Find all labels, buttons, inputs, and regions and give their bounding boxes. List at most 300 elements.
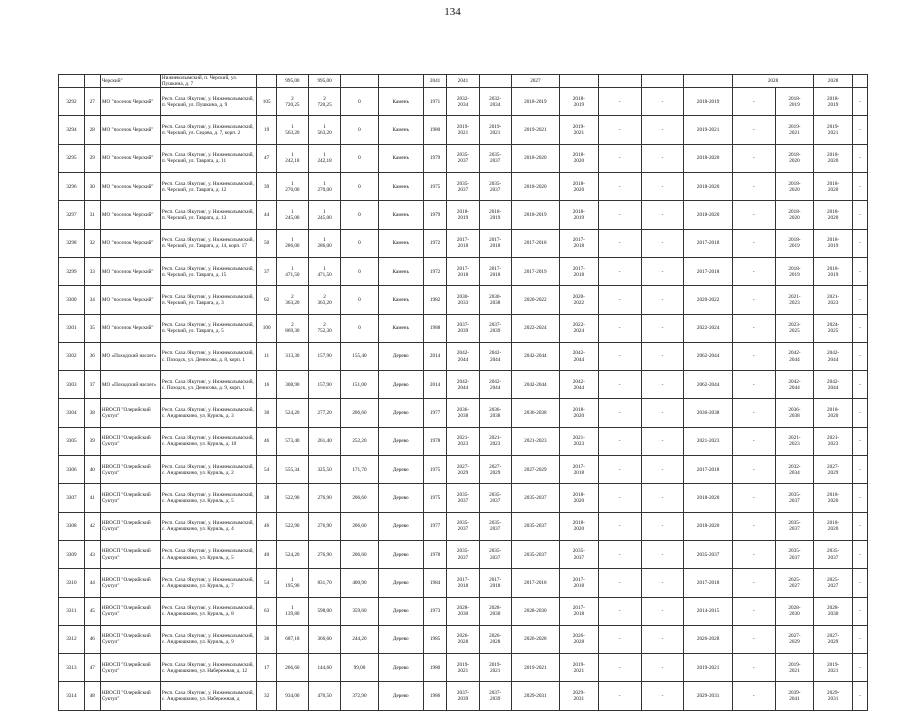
table-cell: 2036- 2038 <box>479 399 511 427</box>
table-cell: 45 <box>84 597 100 625</box>
table-cell: 36 <box>257 625 276 653</box>
table-cell: Респ. Саха /Якутия/, у. Нижнеколымский, с. Походск, ул. Денисова, д. 9, корп. 1 <box>160 371 257 399</box>
table-cell: Респ. Саха /Якутия/, у. Нижнеколымский, с. Андрюшкино, ул. Куриль, д. 7 <box>160 569 257 597</box>
table-cell: 47 <box>257 144 276 172</box>
table-cell: 2035- 2037 <box>447 540 479 568</box>
table-cell: 157,90 <box>308 371 340 399</box>
table-cell: 3309 <box>59 540 85 568</box>
table-cell: 2017- 2018 <box>447 569 479 597</box>
table-cell: Респ. Саха /Якутия/, у. Нижнеколымский, с. Андрюшкино, ул. Куриль, д. 5 <box>160 484 257 512</box>
table-cell: - <box>732 682 775 710</box>
table-cell: 2035- 2037 <box>447 173 479 201</box>
table-cell: МО "поселок Черский" <box>100 88 160 116</box>
table-cell: 3298 <box>59 229 85 257</box>
table-cell: 39 <box>257 173 276 201</box>
table-cell: Респ. Саха /Якутия/, у. Нижнеколымский, с. Андрюшкино, ул. Набережная, д. 12 <box>160 654 257 682</box>
table-cell: 171,70 <box>341 456 379 484</box>
table-cell: 2042-2044 <box>511 371 559 399</box>
table-cell: 1975 <box>423 456 447 484</box>
table-cell: 17 <box>257 654 276 682</box>
table-cell: МО "поселок Черский" <box>100 257 160 285</box>
table-cell: 32 <box>257 682 276 710</box>
table-row <box>59 456 868 484</box>
table-cell: 522,90 <box>276 512 308 540</box>
table-cell <box>560 75 599 88</box>
table-cell: - <box>732 625 775 653</box>
table-cell: 2042- 2044 <box>479 371 511 399</box>
table-cell: - <box>641 427 684 455</box>
table-cell: 3294 <box>59 116 85 144</box>
table-row <box>59 116 868 144</box>
table-cell: 2018- 2019 <box>814 257 853 285</box>
table-cell: 2018- 2019 <box>479 201 511 229</box>
table-cell: 2042- 2044 <box>479 342 511 370</box>
table-cell: 2017-2018 <box>511 229 559 257</box>
table-cell: 46 <box>257 427 276 455</box>
table-cell: 54 <box>257 456 276 484</box>
table-cell: 206,60 <box>341 484 379 512</box>
table-cell: Респ. Саха /Якутия/, у. Нижнеколымский, с. Андрюшкино, ул. Куриль, д. 8 <box>160 597 257 625</box>
table-cell: 2 720,25 <box>276 88 308 116</box>
table-cell: 2019-2021 <box>511 654 559 682</box>
table-cell <box>684 75 732 88</box>
table-cell: 3303 <box>59 371 85 399</box>
table-cell: - <box>732 173 775 201</box>
table-cell: 44 <box>84 569 100 597</box>
table-cell: 3297 <box>59 201 85 229</box>
table-cell: 276,90 <box>308 512 340 540</box>
table-cell: 38 <box>257 484 276 512</box>
table-cell: 2026-2028 <box>511 625 559 653</box>
table-cell: Респ. Саха /Якутия/, у. Нижнеколымский, п. Черский, ул. Таврата, д. 5 <box>160 314 257 342</box>
table-cell: 2035- 2037 <box>814 540 853 568</box>
table-cell: 2035- 2037 <box>479 484 511 512</box>
table-cell: 366,60 <box>308 625 340 653</box>
table-cell: 3307 <box>59 484 85 512</box>
table-cell: 0 <box>341 173 379 201</box>
table-cell: 2035- 2037 <box>775 540 814 568</box>
table-cell: 1972 <box>423 229 447 257</box>
table-cell: 2 869,30 <box>276 314 308 342</box>
table-cell: 2017- 2018 <box>479 257 511 285</box>
table-cell: 1979 <box>423 201 447 229</box>
table-cell: 2030- 2038 <box>479 286 511 314</box>
table-cell: 0 <box>341 88 379 116</box>
table-cell: - <box>641 597 684 625</box>
table-cell: 2018- 2019 <box>814 229 853 257</box>
table-cell: - <box>598 371 641 399</box>
table-cell: 2021- 2023 <box>775 427 814 455</box>
table-cell: 2017- 2018 <box>447 229 479 257</box>
table-cell: 1973 <box>423 597 447 625</box>
table-cell: Камень <box>378 173 423 201</box>
table-row <box>59 654 868 682</box>
table-cell: 2 752,30 <box>308 314 340 342</box>
table-cell: - <box>598 314 641 342</box>
table-cell: 30 <box>84 173 100 201</box>
table-cell: 2019- 2021 <box>560 116 599 144</box>
table-cell: 2018-2019 <box>511 201 559 229</box>
table-cell: 35 <box>84 314 100 342</box>
table-cell: Черский" <box>100 75 160 88</box>
table-cell: 1978 <box>423 540 447 568</box>
table-cell: 2036-2038 <box>684 399 732 427</box>
table-cell: 2018- 2020 <box>775 201 814 229</box>
table-cell: Респ. Саха /Якутия/, у. Нижнеколымский, п. Черский, ул. Таврата, д. 15 <box>160 257 257 285</box>
table-cell: НВОСП "Олерийский Суктул" <box>100 625 160 653</box>
table-cell: 37 <box>257 257 276 285</box>
table-cell: 2018-2020 <box>511 173 559 201</box>
table-row <box>59 173 868 201</box>
table-cell: 0 <box>341 314 379 342</box>
table-cell: 11 <box>257 342 276 370</box>
table-cell <box>598 75 641 88</box>
table-cell: Дерево <box>378 399 423 427</box>
table-cell: 2023- 2025 <box>775 314 814 342</box>
table-cell: 2018-2020 <box>684 484 732 512</box>
table-cell: 573,40 <box>276 427 308 455</box>
table-cell: Респ. Саха /Якутия/, у. Нижнеколымский, п. Черский, ул. Седова, д. 7, корп. 2 <box>160 116 257 144</box>
table-cell: - <box>852 144 867 172</box>
table-cell: - <box>641 654 684 682</box>
table-cell: Респ. Саха /Якутия/, у. Нижнеколымский, п. Черский, ул. Таврата, д. 11 <box>160 144 257 172</box>
table-cell: 2021-2023 <box>684 427 732 455</box>
table-cell: 206,60 <box>341 540 379 568</box>
table-cell: 2018- 2020 <box>814 512 853 540</box>
table-cell: 1986 <box>423 682 447 710</box>
table-cell: 2035- 2037 <box>479 173 511 201</box>
table-cell: Дерево <box>378 540 423 568</box>
table-cell: - <box>852 597 867 625</box>
table-cell: 2017- 2018 <box>560 229 599 257</box>
table-cell: 2020-2022 <box>684 286 732 314</box>
table-cell: - <box>641 201 684 229</box>
table-cell: - <box>598 88 641 116</box>
table-cell: 3310 <box>59 569 85 597</box>
table-cell: - <box>598 682 641 710</box>
table-cell: 308,90 <box>276 371 308 399</box>
table-cell: Респ. Саха /Якутия/, у. Нижнеколымский, с. Андрюшкино, ул. Куриль, д. 10 <box>160 427 257 455</box>
table-cell: 2062-2044 <box>684 371 732 399</box>
table-cell: 3306 <box>59 456 85 484</box>
table-cell: - <box>598 286 641 314</box>
table-cell: 2021- 2023 <box>775 286 814 314</box>
table-cell: МО "поселок Черский" <box>100 173 160 201</box>
table-cell: 3296 <box>59 173 85 201</box>
table-cell: 3304 <box>59 399 85 427</box>
table-cell: МО "поселок Черский" <box>100 116 160 144</box>
table-cell: 2021- 2023 <box>479 427 511 455</box>
table-cell: 598,00 <box>308 597 340 625</box>
table-cell: - <box>732 569 775 597</box>
table-cell <box>852 75 867 88</box>
table-cell: 1980 <box>423 654 447 682</box>
table-cell: Респ. Саха /Якутия/, у. Нижнеколымский, п. Черский, ул. Таврата, д. 3 <box>160 286 257 314</box>
table-cell: 2018- 2020 <box>814 484 853 512</box>
table-cell: 2042- 2044 <box>814 371 853 399</box>
table-cell: 1971 <box>423 88 447 116</box>
table-cell: 555,34 <box>276 456 308 484</box>
table-cell: 50 <box>257 229 276 257</box>
table-cell: 3308 <box>59 512 85 540</box>
table-cell: - <box>641 371 684 399</box>
table-cell: 2026- 2028 <box>560 625 599 653</box>
table-cell: 831,70 <box>308 569 340 597</box>
table-cell: 995,00 <box>308 75 340 88</box>
table-cell: 1 242,18 <box>308 144 340 172</box>
table-cell: - <box>852 399 867 427</box>
table-cell: 2042- 2044 <box>814 342 853 370</box>
table-cell: 3312 <box>59 625 85 653</box>
table-cell: Камень <box>378 116 423 144</box>
table-cell: Дерево <box>378 427 423 455</box>
table-cell: 359,60 <box>341 597 379 625</box>
table-cell: - <box>852 286 867 314</box>
table-cell: 2017-2018 <box>511 569 559 597</box>
table-cell: МО "поселок Черский" <box>100 144 160 172</box>
table-cell: - <box>852 342 867 370</box>
table-cell: - <box>598 229 641 257</box>
table-cell: Респ. Саха /Якутия/, у. Нижнеколымский, п. Черский, ул. Таврата, д. 12 <box>160 173 257 201</box>
table-cell: 3300 <box>59 286 85 314</box>
table-cell: 2028- 2030 <box>775 597 814 625</box>
table-cell: 2027- 2029 <box>447 456 479 484</box>
table-cell: 2018- 2020 <box>560 484 599 512</box>
table-cell: - <box>641 342 684 370</box>
table-cell: НВОСП "Олерийский Суктул" <box>100 512 160 540</box>
table-cell: - <box>641 484 684 512</box>
table-cell: 2028- 2030 <box>447 597 479 625</box>
table-cell: 2037- 2039 <box>479 682 511 710</box>
table-cell: 2032- 2034 <box>775 456 814 484</box>
table-cell: 2018-2020 <box>684 173 732 201</box>
table-cell: НВОСП "Олерийский Суктул" <box>100 456 160 484</box>
table-cell: 2035- 2037 <box>479 540 511 568</box>
table-cell: 155,40 <box>341 342 379 370</box>
table-cell: 2019- 2021 <box>814 116 853 144</box>
table-cell: 2019-2021 <box>684 654 732 682</box>
table-cell: 2020-2022 <box>511 286 559 314</box>
table-cell: 2017- 2018 <box>560 257 599 285</box>
table-cell: 2026- 2028 <box>447 625 479 653</box>
table-cell: - <box>598 427 641 455</box>
table-cell: - <box>641 144 684 172</box>
table-cell: - <box>641 569 684 597</box>
table-cell: - <box>852 201 867 229</box>
table-cell: - <box>732 88 775 116</box>
table-cell: 2017- 2018 <box>560 456 599 484</box>
table-cell: 995,00 <box>276 75 308 88</box>
table-cell: 2035- 2037 <box>479 144 511 172</box>
table-cell: 2017- 2018 <box>560 597 599 625</box>
table-cell: - <box>852 484 867 512</box>
table-cell: - <box>732 144 775 172</box>
table-cell: 1978 <box>423 427 447 455</box>
table-cell: 151,00 <box>341 371 379 399</box>
table-cell: Дерево <box>378 512 423 540</box>
table-cell: - <box>598 625 641 653</box>
table-cell: Камень <box>378 88 423 116</box>
table-cell: 1975 <box>423 173 447 201</box>
table-cell: 2019- 2021 <box>775 654 814 682</box>
table-cell: 2018- 2020 <box>560 173 599 201</box>
table-cell: 2019- 2021 <box>560 654 599 682</box>
table-cell: 524,20 <box>276 540 308 568</box>
table-cell: 2018- 2020 <box>814 173 853 201</box>
table-cell: 63 <box>257 597 276 625</box>
table-cell: 2027- 2029 <box>814 625 853 653</box>
table-cell: 2029-2031 <box>511 682 559 710</box>
table-cell: 2035- 2037 <box>775 484 814 512</box>
table-cell: Респ. Саха /Якутия/, у. Нижнеколымский, с. Андрюшкино, ул. Куриль, д. 3 <box>160 399 257 427</box>
table-cell: 2019- 2021 <box>447 116 479 144</box>
table-cell: 40 <box>257 540 276 568</box>
table-row <box>59 625 868 653</box>
table-cell: 2 363,20 <box>276 286 308 314</box>
table-cell: 2024- 2025 <box>814 314 853 342</box>
table-cell: 2018-2020 <box>684 512 732 540</box>
table-cell: - <box>598 144 641 172</box>
table-cell: МО "поселок Черский" <box>100 286 160 314</box>
table-cell: 2035- 2037 <box>447 512 479 540</box>
table-cell: 2014 <box>423 342 447 370</box>
table-cell: 44 <box>257 201 276 229</box>
table-cell: - <box>732 456 775 484</box>
table-cell: Нижнеколымский, п. Черский, ул. Пушкина, д. 7 <box>160 75 257 88</box>
table-cell: 266,60 <box>276 654 308 682</box>
table-cell: 1982 <box>423 286 447 314</box>
table-cell: - <box>732 314 775 342</box>
table-cell: 2022-2024 <box>511 314 559 342</box>
table-cell: 2037- 2039 <box>447 682 479 710</box>
table-cell: 2022-2024 <box>684 314 732 342</box>
table-cell: 0 <box>341 286 379 314</box>
table-cell: 2018-2020 <box>511 144 559 172</box>
table-cell: 0 <box>341 201 379 229</box>
table-cell: - <box>732 116 775 144</box>
table-cell: Респ. Саха /Якутия/, у. Нижнеколымский, с. Андрюшкино, ул. Набережная, д <box>160 682 257 710</box>
table-cell: 1 139,80 <box>276 597 308 625</box>
table-cell: 2018- 2020 <box>775 173 814 201</box>
table-cell: 2018- 2019 <box>560 201 599 229</box>
table-cell: - <box>852 427 867 455</box>
table-cell: НВОСП "Олерийский Суктул" <box>100 484 160 512</box>
table-cell: Дерево <box>378 342 423 370</box>
table-row <box>59 257 868 285</box>
table-row-continuation <box>59 75 868 88</box>
table-cell: 29 <box>84 144 100 172</box>
table-cell: 2035- 2037 <box>447 484 479 512</box>
table-cell: - <box>598 512 641 540</box>
table-cell: - <box>732 286 775 314</box>
table-cell: МО «Походский наслег» <box>100 342 160 370</box>
table-cell: 2029- 2031 <box>814 682 853 710</box>
table-cell: 2036-2038 <box>511 399 559 427</box>
table-cell: 3314 <box>59 682 85 710</box>
table-cell: 687,18 <box>276 625 308 653</box>
table-row <box>59 597 868 625</box>
table-cell: - <box>641 286 684 314</box>
table-cell: 2018-2020 <box>684 201 732 229</box>
table-cell: 2018- 2019 <box>560 88 599 116</box>
table-cell <box>84 75 100 88</box>
table-cell <box>341 75 379 88</box>
table-cell: Респ. Саха /Якутия/, у. Нижнеколымский, п. Черский, ул. Таврата, д. 14, корп. 17 <box>160 229 257 257</box>
table-cell: 2035-2037 <box>511 484 559 512</box>
table-cell: 2018-2019 <box>684 88 732 116</box>
table-cell <box>641 75 684 88</box>
table-row <box>59 371 868 399</box>
table-row <box>59 569 868 597</box>
table-cell: 2017-2018 <box>684 229 732 257</box>
table-cell: 3299 <box>59 257 85 285</box>
table-cell: 2018-2020 <box>684 144 732 172</box>
table-cell: 1977 <box>423 399 447 427</box>
table-cell: 2020- 2022 <box>560 286 599 314</box>
table-cell: 19 <box>257 116 276 144</box>
table-cell: 1 563,20 <box>276 116 308 144</box>
table-cell: Респ. Саха /Якутия/, у. Нижнеколымский, с. Андрюшкино, ул. Куриль, д. 2 <box>160 456 257 484</box>
table-cell: 1985 <box>423 625 447 653</box>
table-cell: 62 <box>257 286 276 314</box>
table-cell: 2028-2030 <box>511 597 559 625</box>
table-cell: 2017- 2018 <box>447 257 479 285</box>
table-cell: 1 471,50 <box>276 257 308 285</box>
table-cell: 2042- 2044 <box>447 371 479 399</box>
table-cell: 2019- 2021 <box>479 654 511 682</box>
table-cell: 0 <box>341 229 379 257</box>
table-cell: 2039- 2041 <box>775 682 814 710</box>
table-cell: - <box>852 314 867 342</box>
table-cell: 1 242,18 <box>276 144 308 172</box>
table-cell: - <box>641 540 684 568</box>
table-cell: 522,90 <box>276 484 308 512</box>
table-cell: НВОСП "Олерийский Суктул" <box>100 427 160 455</box>
table-cell: 46 <box>84 625 100 653</box>
table-cell: - <box>732 512 775 540</box>
table-row <box>59 144 868 172</box>
table-cell: 2025- 2027 <box>814 569 853 597</box>
table-cell: Камень <box>378 229 423 257</box>
table-cell: 2018- 2019 <box>775 229 814 257</box>
page-number: 134 <box>444 6 461 18</box>
table-cell: 2035- 2037 <box>479 512 511 540</box>
table-cell: - <box>732 540 775 568</box>
table-cell: 1 245,00 <box>308 201 340 229</box>
table-cell: 3305 <box>59 427 85 455</box>
table-cell: - <box>598 342 641 370</box>
table-cell: 1 270,00 <box>308 173 340 201</box>
table-cell: 43 <box>84 540 100 568</box>
table-cell: - <box>641 399 684 427</box>
table-cell: МО "поселок Черский" <box>100 229 160 257</box>
table-cell: 28 <box>84 116 100 144</box>
table-cell: 2017-2019 <box>511 257 559 285</box>
table-row <box>59 229 868 257</box>
table-cell: 2019- 2021 <box>447 654 479 682</box>
table-cell: 277,20 <box>308 399 340 427</box>
table-cell: - <box>641 512 684 540</box>
table-cell: 2035-2037 <box>684 540 732 568</box>
table-cell: Камень <box>378 314 423 342</box>
table-cell: 3295 <box>59 144 85 172</box>
table-cell: 2025- 2027 <box>775 569 814 597</box>
table-cell: 1975 <box>423 484 447 512</box>
table-cell: 2019- 2021 <box>479 116 511 144</box>
table-cell: - <box>641 116 684 144</box>
table-cell: 2014-2015 <box>684 597 732 625</box>
table-cell: Дерево <box>378 371 423 399</box>
